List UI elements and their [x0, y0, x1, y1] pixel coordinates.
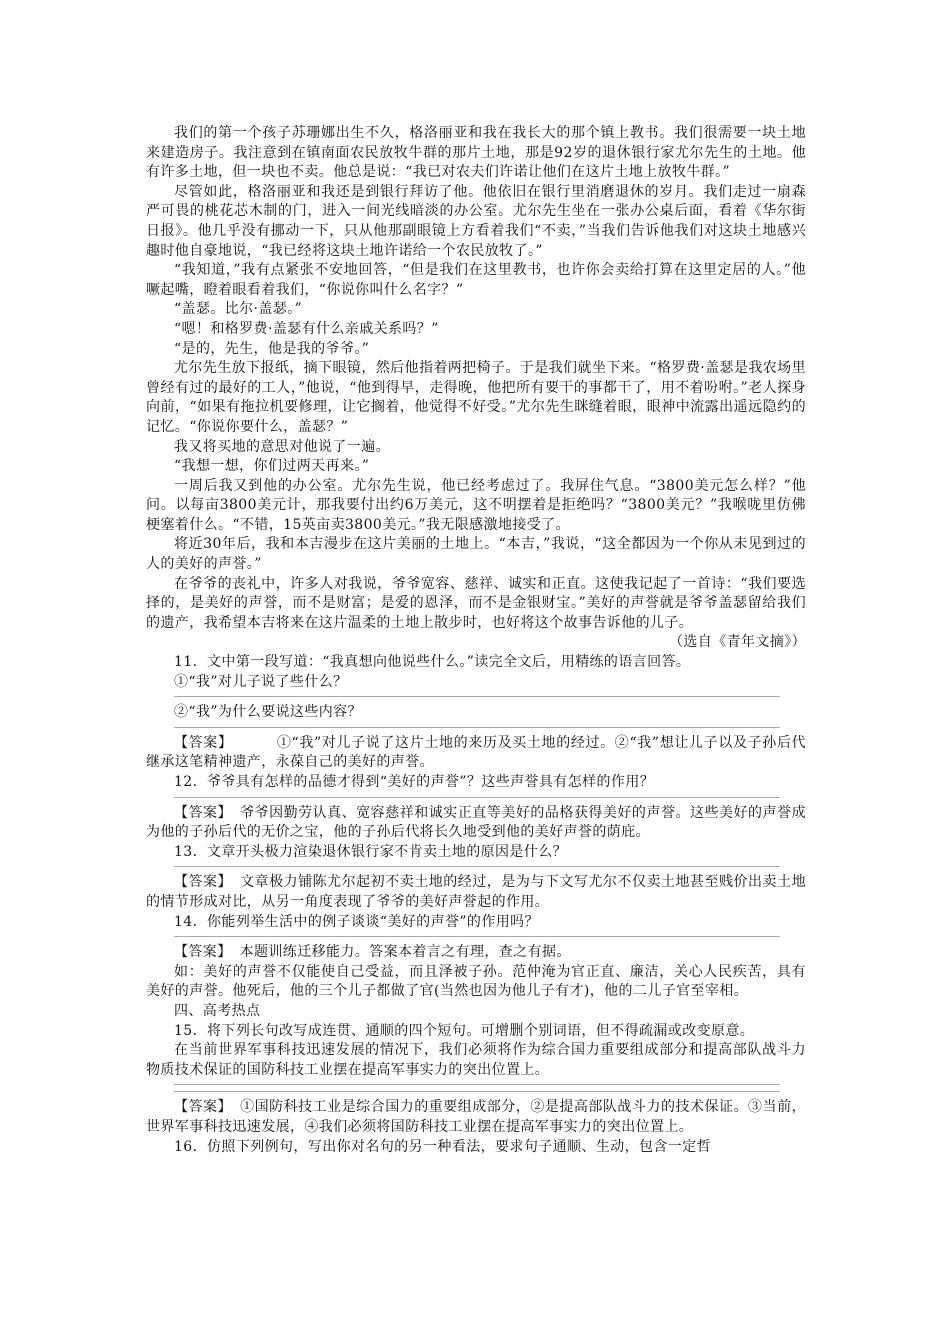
document-page — [146, 124, 806, 1157]
question-11: 11．文中第一段写道：“我真想向他说些什么。”读完全文后，用精练的语言回答。 — [174, 654, 691, 671]
paragraph: “我想一想，你们过两天再来。” — [174, 458, 370, 475]
question-11-part-1: ①“我”对儿子说了些什么？ — [174, 673, 348, 690]
answer-14 — [146, 943, 806, 963]
question-16: 16．仿照下列例句，写出你对名句的另一种看法，要求句子通顺、生动，包含一定哲 — [174, 1138, 712, 1155]
paragraph: 一周后我又到他的办公室。尤尔先生说，他已经考虑过了。我屏住气息。“3800美元怎么样？”他问。以每亩3800美元计，那我要付出约6万美元，这不明摆着是拒绝吗？“3800美元？”我喉咙里仿佛梗塞着什么。“不错，15英亩卖3800美元。”我无限感激地接受了。 — [146, 477, 806, 533]
source-citation: （选自《青年文摘》） — [669, 634, 806, 651]
answer-line — [174, 696, 780, 697]
section-heading: 四、高考热点 — [174, 1002, 261, 1019]
answer-12 — [146, 804, 806, 843]
question-14: 14．你能列举生活中的例子谈谈“美好的声誉”的作用吗？ — [174, 913, 539, 930]
question-12: 12．爷爷具有怎样的品德才得到“美好的声誉”？这些声誉具有怎样的作用？ — [174, 774, 655, 790]
paragraph: 在爷爷的丧礼中，许多人对我说，爷爷宽容、慈祥、诚实和正直。这使我记起了一首诗：“我们要选择的，是美好的声誉，而不是财富；是爱的恩泽，而不是金银财宝。”美好的声誉就是爷爷盖瑟留给我们的遗产，我希望本吉将来在这片温柔的土地上散步时，也好将这个故事告诉他的儿子。 — [146, 575, 806, 631]
answer-14-example: 如：美好的声誉不仅能使自己受益，而且泽被子孙。范仲淹为官正直、廉洁，关心人民疾苦，具有美好的声誉。他死后，他的三个儿子都做了官(当然也因为他儿子有才)，他的二儿子官至宰相。 — [146, 963, 806, 1000]
answer-text: 本题训练迁移能力。答案本着言之有理，查之有据。 — [239, 944, 571, 961]
question-11-part-2: ②“我”为什么要说这些内容？ — [174, 704, 362, 721]
answer-text: 爷爷因勤劳认真、宽容慈祥和诚实正直等美好的品格获得美好的声誉。这些美好的声誉成为他的子孙后代的无价之宝，他的子孙后代将长久地受到他的美好声誉的荫庇。 — [146, 804, 806, 841]
paragraph: “是的，先生，他是我的爷爷。” — [174, 340, 370, 357]
answer-text: 文章极力铺陈尤尔起初不卖土地的经过，是为与下文写尤尔不仅卖土地甚至贱价出卖土地的情节形成对比，从另一角度表现了爷爷的美好声誉起的作用。 — [146, 874, 806, 910]
answer-15 — [146, 1098, 806, 1137]
question-15-sentence: 在当前世界军事科技迅速发展的情况下，我们必须将作为综合国力重要组成部分和提高部队战斗力物质技术保证的国防科技工业摆在提高军事实力的突出位置上。 — [146, 1042, 806, 1078]
answer-text: ①国防科技工业是综合国力的重要组成部分，②是提高部队战斗力的技术保证。③当前，世界军事科技迅速发展，④我们必须将国防科技工业摆在提高军事实力的突出位置上。 — [146, 1099, 806, 1135]
answer-tag: 【答案】 — [174, 804, 233, 821]
answer-tag: 【答案】 — [174, 734, 233, 751]
answer-text: ①“我”对儿子说了这片土地的来历及买土地的经过。②“我”想让儿子以及子孙后代继承这笔精神遗产，永葆自己的美好的声誉。 — [146, 734, 806, 771]
paragraph: “嗯！和格罗费·盖瑟有什么亲戚关系吗？” — [174, 320, 439, 337]
paragraph: 我们的第一个孩子苏珊娜出生不久，格洛丽亚和我在我长大的那个镇上教书。我们很需要一块土地来建造房子。我注意到在镇南面农民放牧牛群的那片土地，那是92岁的退休银行家尤尔先生的土地。他有许多土地，但一块也不卖。他总是说：“我已对农夫们许诺让他们在这片土地上放牧牛群。” — [146, 125, 806, 181]
answer-line — [174, 1084, 780, 1085]
answer-11 — [146, 734, 806, 773]
paragraph: “我知道，”我有点紧张不安地回答，“但是我们在这里教书，也许你会卖给打算在这里定居的人。”他噘起嘴，瞪着眼看着我们，“你说你叫什么名字？” — [146, 262, 806, 298]
paragraph: 将近30年后，我和本吉漫步在这片美丽的土地上。“本吉，”我说，“这全都因为一个你从未见到过的人的美好的声誉。” — [146, 536, 806, 573]
question-13: 13．文章开头极力渲染退休银行家不肯卖土地的原因是什么？ — [174, 843, 568, 860]
answer-13 — [146, 873, 806, 912]
answer-tag: 【答案】 — [174, 1099, 233, 1116]
paragraph: 我又将买地的意思对他说了一遍。 — [174, 438, 390, 455]
answer-line — [174, 797, 780, 798]
paragraph: “盖瑟。比尔·盖瑟。” — [174, 301, 303, 318]
paragraph: 尤尔先生放下报纸，摘下眼镜，然后他指着两把椅子。于是我们就坐下来。“格罗费·盖瑟是我农场里曾经有过的最好的工人，”他说，“他到得早，走得晚，他把所有要干的事都干了，用不着吩咐。”老人探身向前，“如果有拖拉机要修理，让它搁着，他觉得不好受。”尤尔先生眯缝着眼，眼神中流露出遥远隐约的记忆。“你说你要什么，盖瑟？” — [146, 360, 806, 435]
answer-tag: 【答案】 — [174, 944, 232, 961]
answer-line — [174, 1091, 780, 1092]
answer-line — [174, 727, 780, 728]
answer-tag: 【答案】 — [174, 874, 233, 891]
answer-line — [174, 866, 780, 867]
question-15: 15．将下列长句改写成连贯、通顺的四个短句。可增删个别词语，但不得疏漏或改变原意。 — [174, 1022, 755, 1039]
paragraph: 尽管如此，格洛丽亚和我还是到银行拜访了他。他依旧在银行里消磨退休的岁月。我们走过一扇森严可畏的桃花芯木制的门，进入一间光线暗淡的办公室。尤尔先生坐在一张办公桌后面，看着《华尔街日报》。他几乎没有挪动一下，只从他那副眼镜上方看着我们“不卖，”当我们告诉他我们对这块土地感兴趣时他自豪地说，“我已经将这块土地许诺给一个农民放牧了。” — [146, 183, 806, 259]
answer-line — [174, 936, 780, 937]
